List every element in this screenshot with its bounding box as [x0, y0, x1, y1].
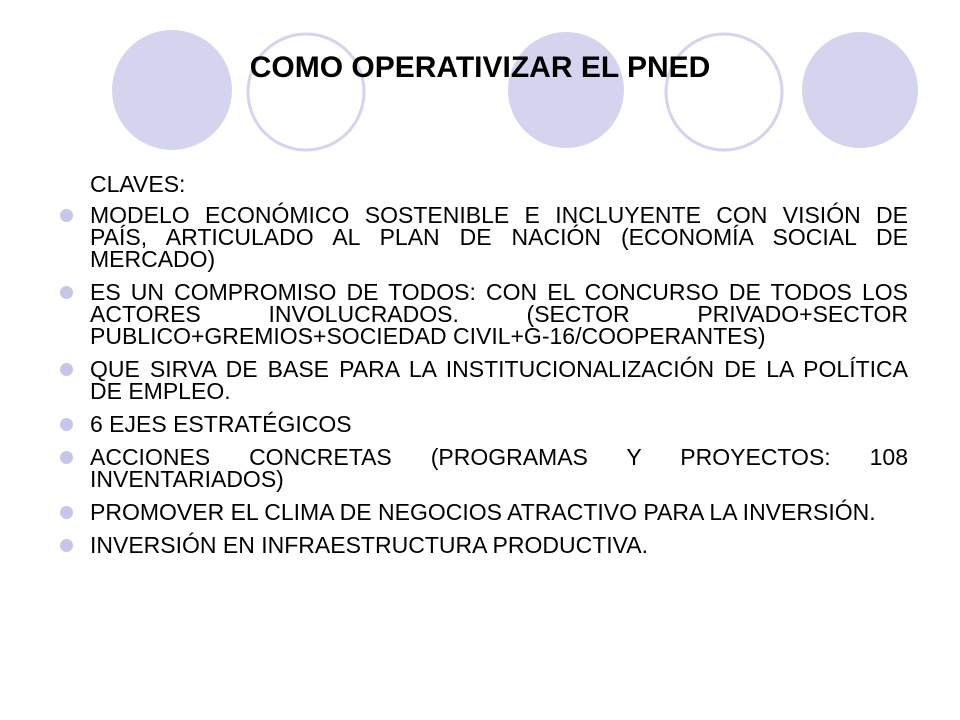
bullet-dot-icon	[60, 506, 73, 519]
bullet-item	[60, 446, 908, 490]
claves-label: CLAVES:	[90, 171, 186, 197]
bullet-dot-icon	[60, 286, 73, 299]
bullet-text: PROMOVER EL CLIMA DE NEGOCIOS ATRACTIVO PARA LA INVERSIÓN.	[90, 499, 876, 525]
bullet-dot-icon	[60, 209, 73, 222]
bullet-text: 6 EJES ESTRATÉGICOS	[90, 411, 352, 437]
bullet-item	[60, 281, 908, 347]
bullet-dot-icon	[60, 451, 73, 464]
bullet-text: INVERSIÓN EN INFRAESTRUCTURA PRODUCTIVA.	[90, 532, 649, 558]
bullet-item	[60, 501, 908, 523]
bullet-item	[60, 204, 908, 270]
slide-title: COMO OPERATIVIZAR EL PNED	[249, 51, 711, 84]
bullet-text: ACCIONES CONCRETAS (PROGRAMAS Y PROYECTOS: 108 INVENTARIADOS)	[90, 444, 908, 492]
bullet-item	[60, 534, 908, 556]
bullet-dot-icon	[60, 418, 73, 431]
bullet-item	[60, 413, 908, 435]
bullet-list	[60, 204, 908, 556]
bullet-dot-icon	[60, 363, 73, 376]
bullet-text: MODELO ECONÓMICO SOSTENIBLE E INCLUYENTE CON VISIÓN DE PAÍS, ARTICULADO AL PLAN DE NACIÓN (ECONOMÍA SOCIAL DE MERCADO)	[90, 202, 908, 272]
bullet-text: ES UN COMPROMISO DE TODOS: CON EL CONCURSO DE TODOS LOS ACTORES INVOLUCRADOS. (SECTOR PRIVADO+SECTOR PUBLICO+GREMIOS+SOCIEDAD CIVIL+G-16/COOPERANTES)	[90, 279, 908, 349]
bullet-item	[60, 358, 908, 402]
bullet-text: QUE SIRVA DE BASE PARA LA INSTITUCIONALIZACIÓN DE LA POLÍTICA DE EMPLEO.	[90, 356, 908, 404]
bullet-dot-icon	[60, 539, 73, 552]
slide-content	[60, 172, 908, 567]
